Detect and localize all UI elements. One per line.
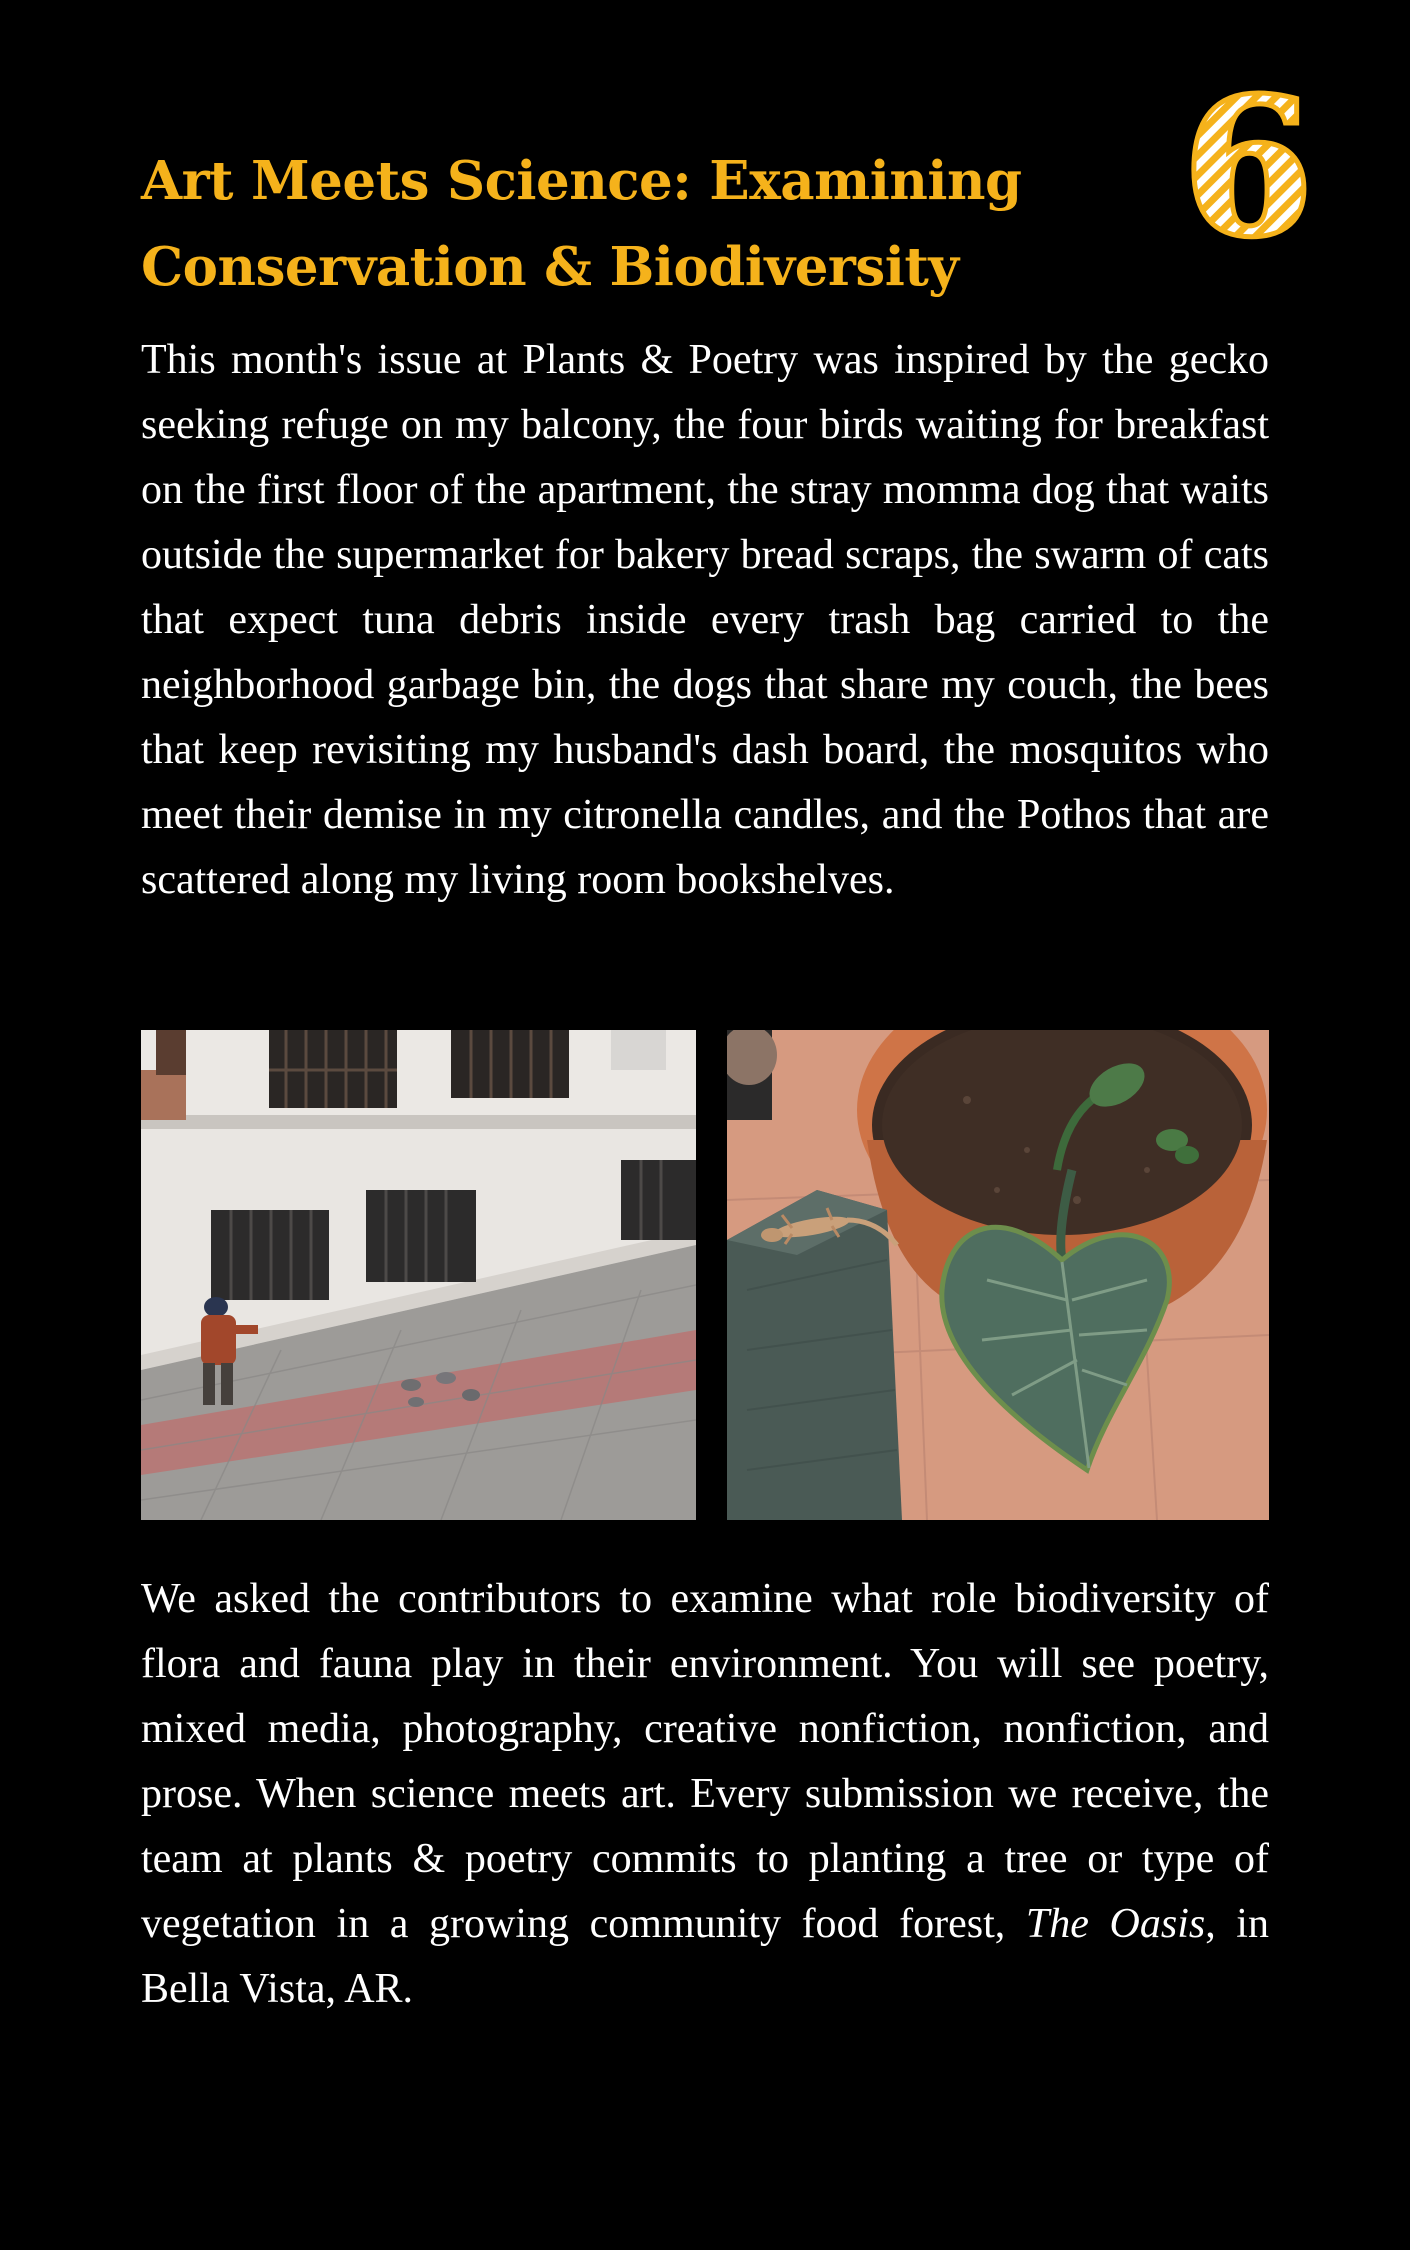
page-number-graphic xyxy=(1183,86,1313,246)
closing-paragraph xyxy=(141,1567,1269,2022)
photo-gecko-plant xyxy=(727,1030,1269,1520)
title-line-1: Art Meets Science: Examining xyxy=(141,150,1022,212)
closing-paragraph-location: , in Bella Vista, AR. xyxy=(141,1901,1269,2012)
food-forest-name: The Oasis xyxy=(1025,1901,1206,1947)
page-number-badge xyxy=(1183,86,1313,246)
photo-building-pigeons xyxy=(141,1030,696,1520)
page-title xyxy=(141,138,1101,310)
page-number-text: 6 xyxy=(1183,86,1313,246)
closing-paragraph-text: We asked the contributors to examine what role biodiversity of flora and fauna play in their environment. You will see poetry, mixed media, photography, creative nonfiction, nonfiction, and prose. When science meets art. Every submission we receive, the team at plants & poetry commits to planting a tree or type of vegetation in a growing community food forest, xyxy=(141,1576,1269,1947)
intro-paragraph: This month's issue at Plants & Poetry was inspired by the gecko seeking refuge on my balcony, the four birds waiting for breakfast on the first floor of the apartment, the stray momma dog that waits outside the supermarket for bakery bread scraps, the swarm of cats that expect tuna debris inside every trash bag carried to the neighborhood garbage bin, the dogs that share my couch, the bees that keep revisiting my husband's dash board, the mosquitos who meet their demise in my citronella candles, and the Pothos that are scattered along my living room bookshelves. xyxy=(141,337,1269,903)
title-line-2: Conservation & Biodiversity xyxy=(141,236,959,298)
